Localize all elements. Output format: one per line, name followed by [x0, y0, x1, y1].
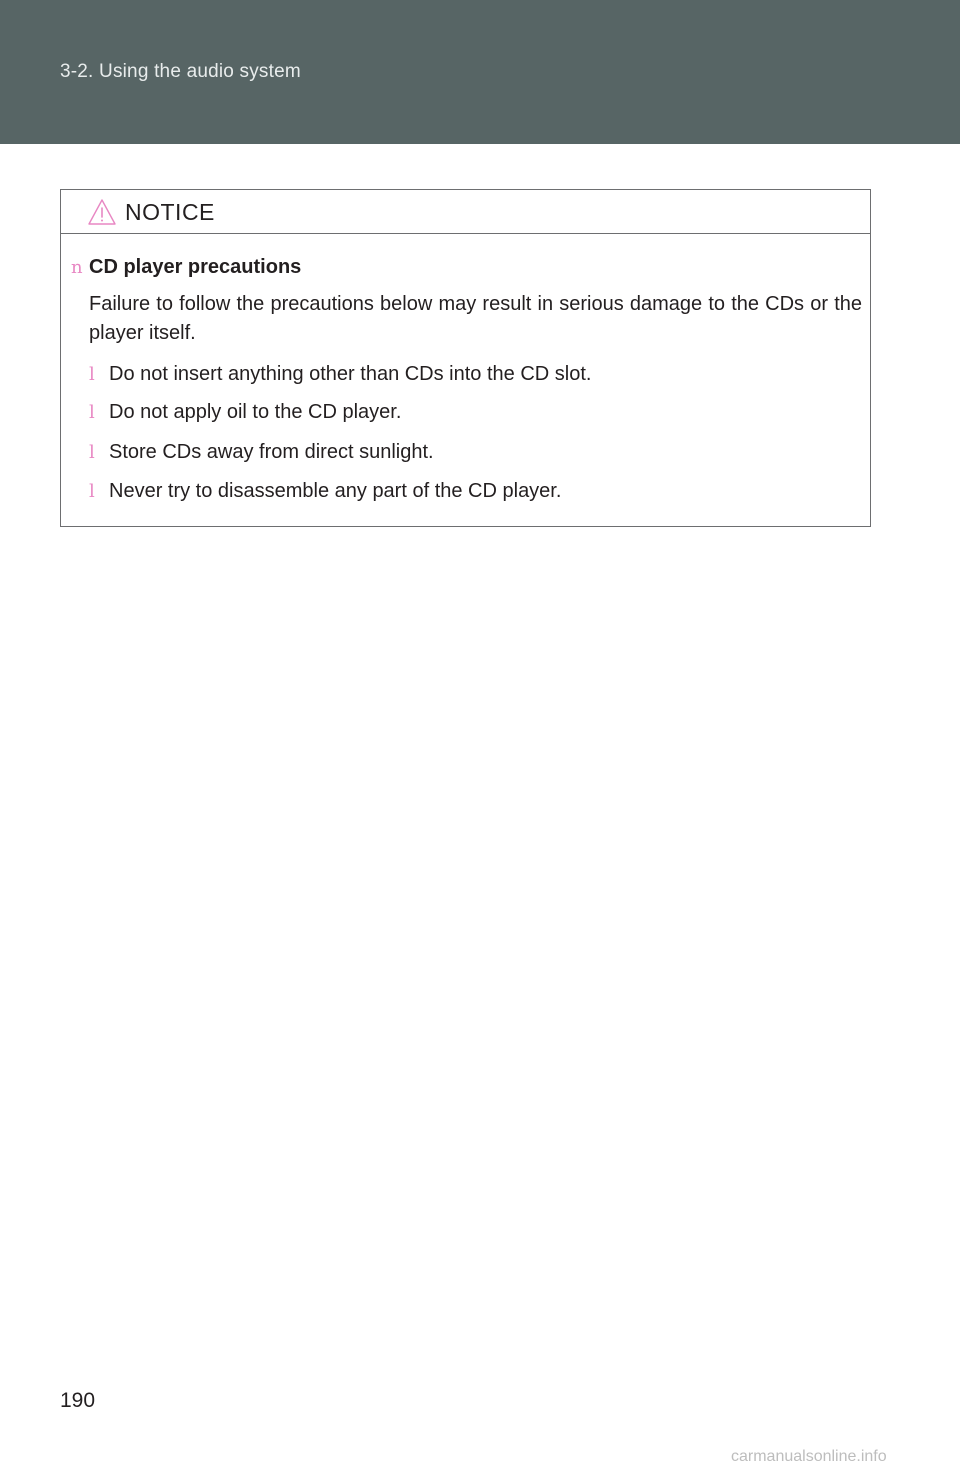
- watermark: carmanualsonline.info: [731, 1448, 887, 1465]
- bullet-text: Never try to disassemble any part of the CD player.: [109, 480, 562, 502]
- bullet-text: Do not apply oil to the CD player.: [109, 401, 402, 423]
- notice-label: NOTICE: [125, 199, 215, 225]
- bullet-text: Do not insert anything other than CDs into the CD slot.: [109, 363, 592, 385]
- notice-paragraph: Failure to follow the precautions below may result in serious damage to the CDs or the player itself.: [89, 293, 862, 344]
- header-band: [0, 0, 960, 144]
- bullet-marker: l: [89, 481, 95, 502]
- notice-box: [60, 189, 871, 527]
- section-heading: 3-2. Using the audio system: [60, 61, 301, 82]
- bullet-text: Store CDs away from direct sunlight.: [109, 441, 434, 463]
- page-number: 190: [60, 1389, 96, 1412]
- warning-triangle-icon: [87, 198, 117, 226]
- bullet-marker: l: [89, 442, 95, 463]
- bullet-marker: l: [89, 402, 95, 423]
- bullet-marker: l: [89, 364, 95, 385]
- section-marker: n: [71, 257, 83, 278]
- section-title-text: CD player precautions: [89, 256, 302, 278]
- notice-header: [61, 190, 870, 234]
